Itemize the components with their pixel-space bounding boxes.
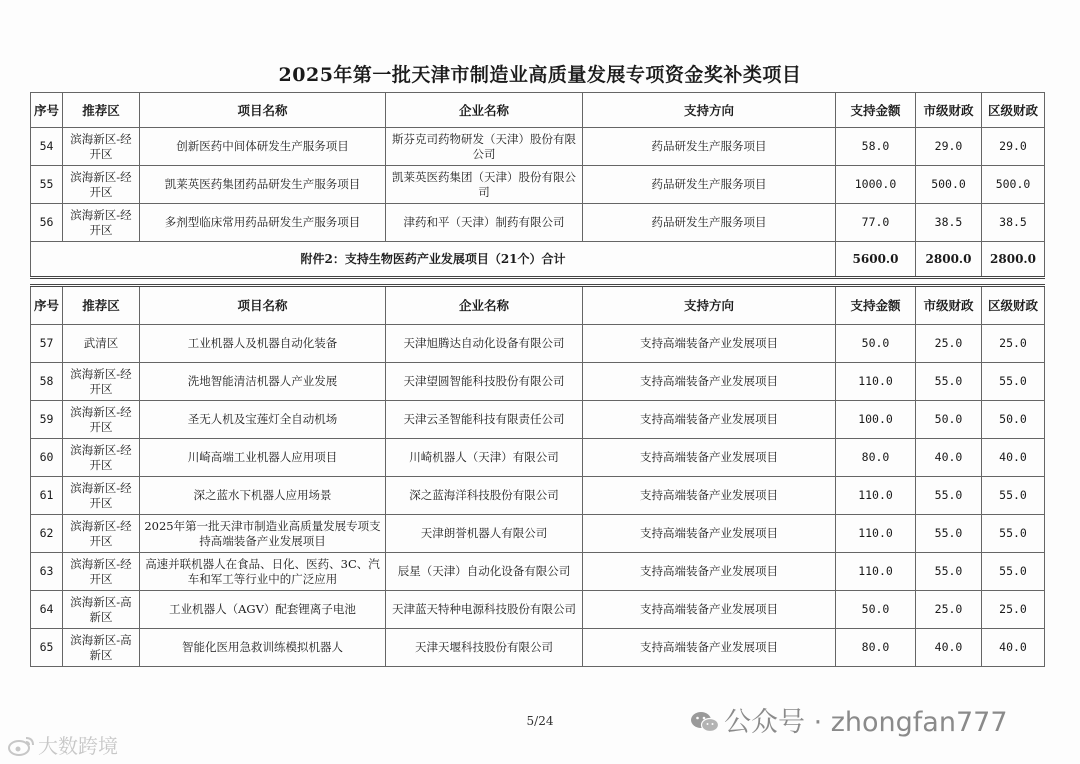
seq-cell: 61 bbox=[31, 477, 63, 515]
support-amount-cell: 100.0 bbox=[836, 401, 916, 439]
support-amount-cell: 110.0 bbox=[836, 515, 916, 553]
table-row bbox=[31, 515, 1045, 553]
seq-cell: 58 bbox=[31, 363, 63, 401]
company-name-cell: 天津朗誉机器人有限公司 bbox=[386, 515, 583, 553]
district-fiscal-cell: 55.0 bbox=[982, 553, 1045, 591]
project-name-cell: 洗地智能清洁机器人产业发展 bbox=[140, 363, 386, 401]
district-cell: 滨海新区-经开区 bbox=[63, 553, 140, 591]
district-fiscal-cell: 500.0 bbox=[982, 166, 1045, 204]
district-fiscal-cell: 55.0 bbox=[982, 363, 1045, 401]
table-row bbox=[31, 325, 1045, 363]
summary-row bbox=[31, 242, 1045, 278]
header-district-cell: 推荐区 bbox=[63, 286, 140, 325]
city-fiscal-cell: 29.0 bbox=[916, 128, 982, 166]
company-name-cell: 斯芬克司药物研发（天津）股份有限公司 bbox=[386, 128, 583, 166]
table-row bbox=[31, 553, 1045, 591]
district-fiscal-cell: 29.0 bbox=[982, 128, 1045, 166]
support-amount-cell: 80.0 bbox=[836, 439, 916, 477]
seq-cell: 64 bbox=[31, 591, 63, 629]
seq-cell: 63 bbox=[31, 553, 63, 591]
company-name-cell: 深之蓝海洋科技股份有限公司 bbox=[386, 477, 583, 515]
support-direction-cell: 药品研发生产服务项目 bbox=[583, 128, 836, 166]
district-cell: 滨海新区-经开区 bbox=[63, 204, 140, 242]
support-amount-cell: 80.0 bbox=[836, 629, 916, 667]
city-fiscal-cell: 38.5 bbox=[916, 204, 982, 242]
header-support-amount-cell: 支持金额 bbox=[836, 286, 916, 325]
company-name-cell: 天津云圣智能科技有限责任公司 bbox=[386, 401, 583, 439]
support-amount-cell: 58.0 bbox=[836, 128, 916, 166]
city-fiscal-cell: 40.0 bbox=[916, 439, 982, 477]
project-name-cell: 深之蓝水下机器人应用场景 bbox=[140, 477, 386, 515]
support-direction-cell: 支持高端装备产业发展项目 bbox=[583, 477, 836, 515]
weibo-watermark-text: 大数跨境 bbox=[38, 734, 118, 758]
support-amount-cell: 110.0 bbox=[836, 477, 916, 515]
table-row bbox=[31, 128, 1045, 166]
support-direction-cell: 支持高端装备产业发展项目 bbox=[583, 439, 836, 477]
company-name-cell: 天津蓝天特种电源科技股份有限公司 bbox=[386, 591, 583, 629]
document-title: 2025年第一批天津市制造业高质量发展专项资金奖补类项目 bbox=[278, 64, 802, 86]
seq-cell: 55 bbox=[31, 166, 63, 204]
support-amount-cell: 77.0 bbox=[836, 204, 916, 242]
project-name-cell: 凯莱英医药集团药品研发生产服务项目 bbox=[140, 166, 386, 204]
header-support-amount-cell: 支持金额 bbox=[836, 93, 916, 128]
table-header-row bbox=[31, 93, 1045, 128]
support-direction-cell: 药品研发生产服务项目 bbox=[583, 204, 836, 242]
seq-cell: 54 bbox=[31, 128, 63, 166]
city-fiscal-cell: 50.0 bbox=[916, 401, 982, 439]
support-direction-cell: 支持高端装备产业发展项目 bbox=[583, 515, 836, 553]
district-fiscal-cell: 40.0 bbox=[982, 629, 1045, 667]
district-cell: 武清区 bbox=[63, 325, 140, 363]
table-header-row bbox=[31, 286, 1045, 325]
header-city-fiscal-cell: 市级财政 bbox=[916, 93, 982, 128]
header-seq-cell: 序号 bbox=[31, 93, 63, 128]
district-cell: 滨海新区-经开区 bbox=[63, 515, 140, 553]
company-name-cell: 凯莱英医药集团（天津）股份有限公司 bbox=[386, 166, 583, 204]
seq-cell: 60 bbox=[31, 439, 63, 477]
header-seq-cell: 序号 bbox=[31, 286, 63, 325]
project-name-cell: 智能化医用急救训练模拟机器人 bbox=[140, 629, 386, 667]
city-fiscal-cell: 55.0 bbox=[916, 553, 982, 591]
summary-district: 2800.0 bbox=[982, 242, 1045, 278]
district-cell: 滨海新区-经开区 bbox=[63, 477, 140, 515]
header-support-direction-cell: 支持方向 bbox=[583, 286, 836, 325]
header-district-cell: 推荐区 bbox=[63, 93, 140, 128]
district-cell: 滨海新区-高新区 bbox=[63, 591, 140, 629]
company-name-cell: 辰星（天津）自动化设备有限公司 bbox=[386, 553, 583, 591]
project-name-cell: 工业机器人（AGV）配套锂离子电池 bbox=[140, 591, 386, 629]
city-fiscal-cell: 40.0 bbox=[916, 629, 982, 667]
header-support-direction-cell: 支持方向 bbox=[583, 93, 836, 128]
project-table-1 bbox=[30, 92, 1045, 279]
company-name-cell: 津药和平（天津）制药有限公司 bbox=[386, 204, 583, 242]
header-project-name-cell: 项目名称 bbox=[140, 93, 386, 128]
wechat-watermark bbox=[690, 700, 1008, 739]
table-row bbox=[31, 439, 1045, 477]
support-direction-cell: 支持高端装备产业发展项目 bbox=[583, 363, 836, 401]
district-cell: 滨海新区-高新区 bbox=[63, 629, 140, 667]
district-cell: 滨海新区-经开区 bbox=[63, 166, 140, 204]
support-direction-cell: 支持高端装备产业发展项目 bbox=[583, 629, 836, 667]
city-fiscal-cell: 55.0 bbox=[916, 515, 982, 553]
page-number: 5/24 bbox=[526, 714, 554, 728]
district-fiscal-cell: 38.5 bbox=[982, 204, 1045, 242]
support-direction-cell: 支持高端装备产业发展项目 bbox=[583, 591, 836, 629]
seq-cell: 57 bbox=[31, 325, 63, 363]
support-amount-cell: 50.0 bbox=[836, 591, 916, 629]
support-direction-cell: 药品研发生产服务项目 bbox=[583, 166, 836, 204]
seq-cell: 59 bbox=[31, 401, 63, 439]
project-name-cell: 圣无人机及宝莲灯全自动机场 bbox=[140, 401, 386, 439]
district-cell: 滨海新区-经开区 bbox=[63, 401, 140, 439]
company-name-cell: 天津旭腾达自动化设备有限公司 bbox=[386, 325, 583, 363]
table-row bbox=[31, 166, 1045, 204]
project-name-cell: 川崎高端工业机器人应用项目 bbox=[140, 439, 386, 477]
table-row bbox=[31, 363, 1045, 401]
city-fiscal-cell: 55.0 bbox=[916, 363, 982, 401]
seq-cell: 62 bbox=[31, 515, 63, 553]
support-amount-cell: 50.0 bbox=[836, 325, 916, 363]
district-fiscal-cell: 25.0 bbox=[982, 591, 1045, 629]
table-row bbox=[31, 477, 1045, 515]
district-cell: 滨海新区-经开区 bbox=[63, 363, 140, 401]
project-name-cell: 多剂型临床常用药品研发生产服务项目 bbox=[140, 204, 386, 242]
city-fiscal-cell: 25.0 bbox=[916, 325, 982, 363]
wechat-icon bbox=[690, 710, 720, 734]
project-name-cell: 创新医药中间体研发生产服务项目 bbox=[140, 128, 386, 166]
table-row bbox=[31, 629, 1045, 667]
city-fiscal-cell: 500.0 bbox=[916, 166, 982, 204]
project-table-2 bbox=[30, 284, 1045, 667]
district-fiscal-cell: 40.0 bbox=[982, 439, 1045, 477]
seq-cell: 56 bbox=[31, 204, 63, 242]
project-name-cell: 2025年第一批天津市制造业高质量发展专项支持高端装备产业发展项目 bbox=[140, 515, 386, 553]
header-company-name-cell: 企业名称 bbox=[386, 93, 583, 128]
district-fiscal-cell: 55.0 bbox=[982, 477, 1045, 515]
city-fiscal-cell: 25.0 bbox=[916, 591, 982, 629]
table-row bbox=[31, 401, 1045, 439]
header-district-fiscal-cell: 区级财政 bbox=[982, 93, 1045, 128]
header-district-fiscal-cell: 区级财政 bbox=[982, 286, 1045, 325]
weibo-watermark bbox=[8, 730, 118, 759]
summary-city: 2800.0 bbox=[916, 242, 982, 278]
district-cell: 滨海新区-经开区 bbox=[63, 128, 140, 166]
company-name-cell: 天津天堰科技股份有限公司 bbox=[386, 629, 583, 667]
support-direction-cell: 支持高端装备产业发展项目 bbox=[583, 325, 836, 363]
table-row bbox=[31, 204, 1045, 242]
district-fiscal-cell: 55.0 bbox=[982, 515, 1045, 553]
seq-cell: 65 bbox=[31, 629, 63, 667]
support-direction-cell: 支持高端装备产业发展项目 bbox=[583, 401, 836, 439]
district-cell: 滨海新区-经开区 bbox=[63, 439, 140, 477]
summary-label: 附件2：支持生物医药产业发展项目（21个）合计 bbox=[31, 242, 836, 278]
weibo-icon bbox=[8, 735, 36, 757]
company-name-cell: 川崎机器人（天津）有限公司 bbox=[386, 439, 583, 477]
district-fiscal-cell: 25.0 bbox=[982, 325, 1045, 363]
support-direction-cell: 支持高端装备产业发展项目 bbox=[583, 553, 836, 591]
district-fiscal-cell: 50.0 bbox=[982, 401, 1045, 439]
support-amount-cell: 110.0 bbox=[836, 363, 916, 401]
header-company-name-cell: 企业名称 bbox=[386, 286, 583, 325]
company-name-cell: 天津望圆智能科技股份有限公司 bbox=[386, 363, 583, 401]
table-row bbox=[31, 591, 1045, 629]
wechat-watermark-text: 公众号 · zhongfan777 bbox=[724, 707, 1008, 738]
city-fiscal-cell: 55.0 bbox=[916, 477, 982, 515]
support-amount-cell: 1000.0 bbox=[836, 166, 916, 204]
header-project-name-cell: 项目名称 bbox=[140, 286, 386, 325]
project-name-cell: 高速并联机器人在食品、日化、医药、3C、汽车和军工等行业中的广泛应用 bbox=[140, 553, 386, 591]
summary-amount: 5600.0 bbox=[836, 242, 916, 278]
header-city-fiscal-cell: 市级财政 bbox=[916, 286, 982, 325]
support-amount-cell: 110.0 bbox=[836, 553, 916, 591]
project-name-cell: 工业机器人及机器自动化装备 bbox=[140, 325, 386, 363]
